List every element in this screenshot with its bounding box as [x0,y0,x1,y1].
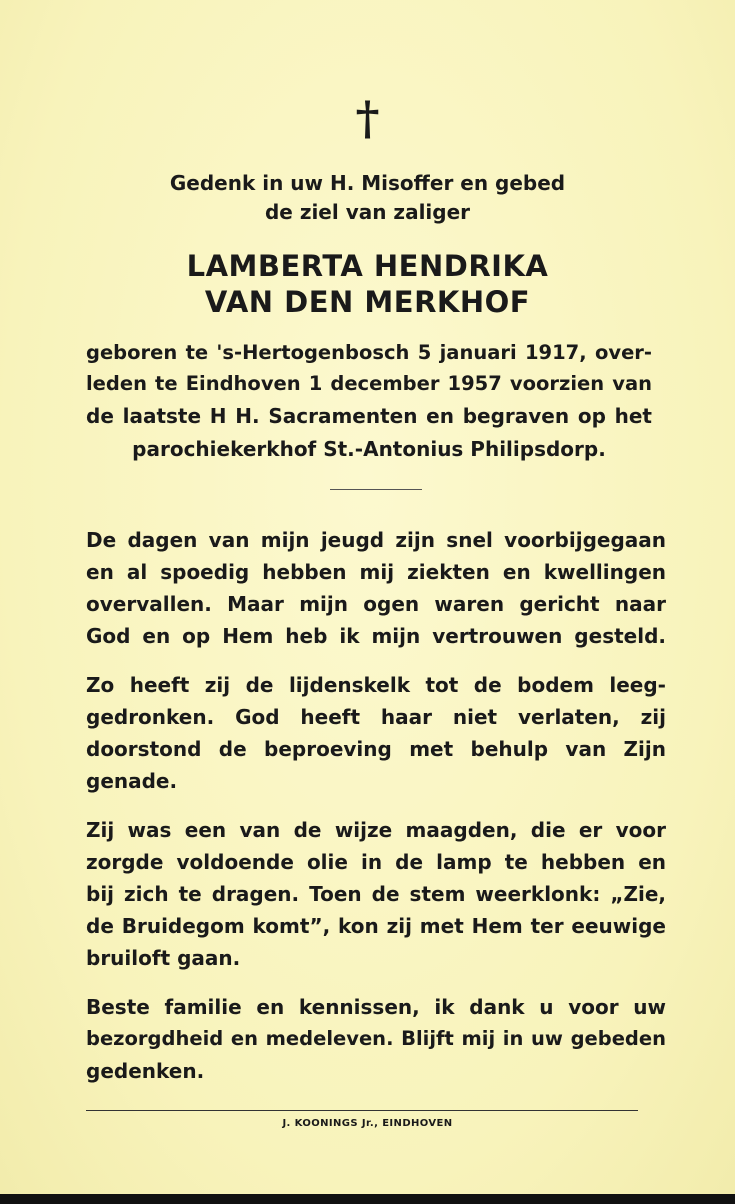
paragraph-2-line-3: doorstond de beproeving met behulp van Zijn [86,737,666,761]
paragraph-3-line-3: bij zich te dragen. Toen de stem weerklonk: „Zie, [86,882,666,906]
paragraph-4-line-1: Beste familie en kennissen, ik dank u voor uw [86,995,666,1019]
printer-credit: J. KOONINGS Jr., EINDHOVEN [282,1118,453,1129]
bio-line-4: parochiekerkhof St.-Antonius Philipsdorp. [132,437,606,461]
paragraph-4-line-3: gedenken. [86,1059,205,1083]
deceased-name-line-1: LAMBERTA HENDRIKA [186,249,549,283]
paragraph-4-line-2: bezorgdheid en medeleven. Blijft mij in uw gebeden [86,1027,666,1050]
paragraph-2-line-1: Zo heeft zij de lijdenskelk tot de bodem leeg- [86,673,666,697]
divider [330,489,422,490]
scan-edge [0,1194,735,1204]
paragraph-3-line-2: zorgde voldoende olie in de lamp te hebben en [86,850,666,874]
bio-line-3: de laatste H H. Sacramenten en begraven op het [86,404,652,428]
intro-line-1: Gedenk in uw H. Misoffer en gebed [169,171,566,195]
paragraph-3-line-4: de Bruidegom komt”, kon zij met Hem ter eeuwige [86,914,666,938]
footer-rule [86,1110,638,1111]
paragraph-2-line-4: genade. [86,769,178,793]
paragraph-1-line-2: en al spoedig hebben mij ziekten en kwellingen [86,560,666,584]
paragraph-1-line-3: overvallen. Maar mijn ogen waren gericht naar [86,592,666,616]
paragraph-3-line-5: bruiloft gaan. [86,946,241,970]
deceased-name-line-2: VAN DEN MERKHOF [204,285,531,319]
paragraph-3-line-1: Zij was een van de wijze maagden, die er voor [86,818,666,842]
paragraph-2-line-2: gedronken. God heeft haar niet verlaten, zij [86,705,666,729]
intro-line-2: de ziel van zaliger [264,200,471,224]
bio-line-1: geboren te 's-Hertogenbosch 5 januari 1917, over- [86,341,652,364]
bio-line-2: leden te Eindhoven 1 december 1957 voorzien van [86,372,652,395]
paragraph-1-line-4: God en op Hem heb ik mijn vertrouwen gesteld. [86,624,666,648]
paragraph-1-line-1: De dagen van mijn jeugd zijn snel voorbijgegaan [86,528,666,552]
cross-icon: † [355,91,380,145]
